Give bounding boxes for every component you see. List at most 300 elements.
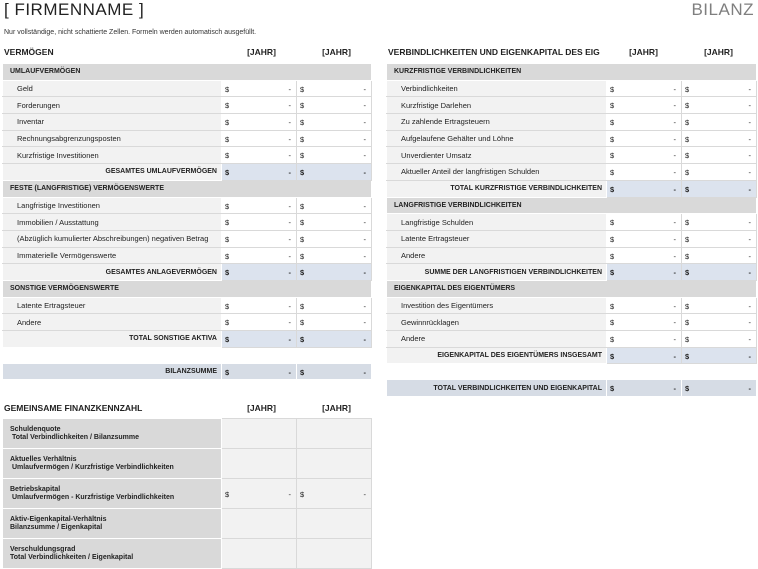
section-title: SONSTIGE VERMÖGENSWERTE [3,280,372,297]
currency-symbol: $ [300,251,305,261]
value-placeholder: - [288,268,291,278]
currency-symbol: $ [610,151,615,161]
currency-symbol: $ [300,218,305,228]
ratio-label [3,509,222,539]
currency-symbol: $ [610,84,615,94]
row-label[interactable]: Langfristige Investitionen [3,197,222,214]
grand-total-row [3,363,372,380]
row-label[interactable]: Zu zahlende Ertragsteuern [387,114,607,131]
value-placeholder: - [363,318,367,328]
value-placeholder: - [363,134,367,144]
value-placeholder: - [673,118,676,128]
value-placeholder: - [363,84,367,94]
currency-symbol: $ [610,168,615,178]
row-label[interactable]: (Abzüglich kumulierter Abschreibungen) negativen Betrag [3,230,222,247]
currency-symbol: $ [225,301,230,311]
grand-total-year1 [222,363,297,380]
value-cell-year1[interactable] [222,247,297,264]
value-placeholder: - [673,84,676,94]
value-placeholder: - [288,490,291,499]
currency-symbol: $ [685,101,690,111]
value-placeholder: - [748,234,751,244]
section-title: FESTE (LANGFRISTIGE) VERMÖGENSWERTE [3,180,372,197]
row-label[interactable]: Kurzfristige Investitionen [3,147,222,164]
ratio-value-year2 [297,419,372,449]
currency-symbol: $ [300,134,305,144]
currency-symbol: $ [225,84,230,94]
value-cell-year2[interactable] [682,130,757,147]
row-label[interactable]: Verbindlichkeiten [387,80,607,97]
value-cell-year1[interactable] [222,114,297,131]
row-label[interactable]: Latente Ertragsteuer [3,297,222,314]
currency-symbol: $ [685,251,690,261]
document-title: BILANZ [691,0,754,19]
currency-symbol: $ [685,218,690,228]
currency-symbol: $ [300,168,305,178]
table-row [3,97,372,114]
ratio-name: Aktiv-Eigenkapital-Verhältnis [10,515,107,523]
ratios-table [2,418,372,569]
currency-symbol: $ [300,490,305,499]
grand-total-year1 [607,380,682,397]
currency-symbol: $ [300,234,305,244]
total-label: TOTAL KURZFRISTIGE VERBINDLICHKEITEN [387,180,607,197]
table-row [387,147,757,164]
value-placeholder: - [288,301,291,311]
row-label[interactable]: Andere [387,331,607,348]
value-placeholder: - [363,301,367,311]
total-row [387,347,757,364]
value-placeholder: - [363,367,367,377]
grand-total-label: TOTAL VERBINDLICHKEITEN UND EIGENKAPITAL [387,380,607,397]
row-label[interactable]: Aktueller Anteil der langfristigen Schulden [387,164,607,181]
currency-symbol: $ [225,268,230,278]
section-header-row [387,280,757,297]
currency-symbol: $ [610,301,615,311]
value-placeholder: - [673,301,676,311]
currency-symbol: $ [610,318,615,328]
row-label[interactable]: Andere [387,247,607,264]
currency-symbol: $ [225,201,230,211]
ratio-row [3,539,372,569]
value-cell-year1[interactable] [222,197,297,214]
value-cell-year1[interactable] [607,147,682,164]
currency-symbol: $ [685,151,690,161]
value-placeholder: - [748,184,751,194]
value-cell-year1[interactable] [222,130,297,147]
value-placeholder: - [363,168,367,178]
ratio-value-year2 [297,449,372,479]
currency-symbol: $ [685,134,690,144]
value-placeholder: - [363,268,367,278]
value-placeholder: - [748,151,751,161]
section-title: UMLAUFVERMÖGEN [3,64,372,81]
value-cell-year1[interactable] [222,214,297,231]
ratio-value-year1 [222,449,297,479]
ratio-name: Schuldenquote [10,425,61,433]
value-cell-year1[interactable] [607,214,682,231]
ratios-title: GEMEINSAME FINANZKENNZAHL [4,403,143,413]
currency-symbol: $ [685,351,690,361]
ratio-row [3,419,372,449]
value-placeholder: - [363,151,367,161]
value-placeholder: - [288,251,291,261]
value-placeholder: - [748,301,751,311]
value-cell-year2[interactable] [682,247,757,264]
value-placeholder: - [288,134,291,144]
value-cell-year1[interactable] [607,331,682,348]
value-cell-year1[interactable] [607,247,682,264]
row-label[interactable]: Aufgelaufene Gehälter und Löhne [387,130,607,147]
row-label[interactable]: Latente Ertragsteuer [387,230,607,247]
table-row [387,114,757,131]
section-header-row [3,280,372,297]
currency-symbol: $ [610,251,615,261]
currency-symbol: $ [300,335,305,344]
value-placeholder: - [363,335,367,344]
value-placeholder: - [673,134,676,144]
table-row [3,80,372,97]
value-cell-year2[interactable] [682,97,757,114]
total-label: TOTAL SONSTIGE AKTIVA [3,331,222,348]
row-label[interactable]: Unverdienter Umsatz [387,147,607,164]
currency-symbol: $ [225,134,230,144]
currency-symbol: $ [225,168,230,178]
value-placeholder: - [748,268,751,278]
table-row [387,214,757,231]
table-row [387,314,757,331]
currency-symbol: $ [225,151,230,161]
table-row [387,331,757,348]
ratio-label [3,419,222,449]
currency-symbol: $ [610,351,615,361]
value-placeholder: - [288,218,291,228]
total-value-year2 [682,180,757,197]
liabilities-year2[interactable]: [JAHR] [704,47,733,57]
table-row [3,214,372,231]
currency-symbol: $ [610,101,615,111]
value-cell-year2[interactable] [297,230,372,247]
total-row [3,264,372,281]
value-cell-year2[interactable] [297,197,372,214]
value-placeholder: - [748,168,751,178]
liabilities-title: VERBINDLICHKEITEN UND EIGENKAPITAL DES EIG [388,47,600,57]
section-title: KURZFRISTIGE VERBINDLICHKEITEN [387,64,757,81]
section-title: LANGFRISTIGE VERBINDLICHKEITEN [387,197,757,214]
ratio-value-year2 [297,479,372,509]
value-placeholder: - [288,168,291,178]
table-row [3,130,372,147]
row-label[interactable]: Immaterielle Vermögenswerte [3,247,222,264]
currency-symbol: $ [610,218,615,228]
table-row [387,80,757,97]
value-cell-year2[interactable] [682,331,757,348]
value-cell-year1[interactable] [222,80,297,97]
value-cell-year1[interactable] [607,230,682,247]
section-header-row [387,197,757,214]
value-cell-year2[interactable] [682,230,757,247]
ratios-year1[interactable]: [JAHR] [247,403,276,413]
ratios-header [4,400,370,416]
currency-symbol: $ [685,301,690,311]
ratio-value-year1 [222,539,297,569]
row-label[interactable]: Inventar [3,114,222,131]
value-placeholder: - [363,490,366,499]
ratios-table-container [2,418,372,569]
grand-total-label: BILANZSUMME [3,363,222,380]
ratio-row [3,509,372,539]
value-placeholder: - [748,335,751,344]
value-cell-year1[interactable] [607,297,682,314]
total-value-year2 [297,164,372,181]
section-header-row [3,64,372,81]
grand-total-year2 [297,363,372,380]
total-row [387,180,757,197]
currency-symbol: $ [300,84,305,94]
company-name[interactable]: [ FIRMENNAME ] [4,0,145,19]
liabilities-header [388,44,756,60]
currency-symbol: $ [225,118,230,128]
value-cell-year2[interactable] [297,114,372,131]
ratio-value-year1 [222,479,297,509]
total-value-year2 [297,331,372,348]
currency-symbol: $ [300,101,305,111]
row-label[interactable]: Investition des Eigentümers [387,297,607,314]
value-placeholder: - [363,201,367,211]
currency-symbol: $ [225,367,230,377]
currency-symbol: $ [685,84,690,94]
value-placeholder: - [673,234,676,244]
value-cell-year1[interactable] [222,97,297,114]
value-placeholder: - [748,351,751,361]
value-cell-year2[interactable] [297,97,372,114]
total-value-year1 [607,264,682,281]
value-placeholder: - [673,218,676,228]
value-cell-year2[interactable] [297,80,372,97]
currency-symbol: $ [300,367,305,377]
value-cell-year1[interactable] [607,314,682,331]
ratio-name: Verschuldungsgrad [10,545,76,553]
value-placeholder: - [288,234,291,244]
value-placeholder: - [748,384,751,394]
value-cell-year1[interactable] [607,114,682,131]
value-placeholder: - [748,84,751,94]
table-row [3,247,372,264]
ratio-formula: Umlaufvermögen - Kurzfristige Verbindlichkeiten [10,493,175,501]
ratio-formula: Total Verbindlichkeiten / Eigenkapital [10,553,134,561]
value-cell-year2[interactable] [297,130,372,147]
currency-symbol: $ [610,134,615,144]
table-row [3,197,372,214]
currency-symbol: $ [610,335,615,344]
value-placeholder: - [748,318,751,328]
total-row [3,331,372,348]
value-cell-year1[interactable] [222,314,297,331]
value-cell-year2[interactable] [682,80,757,97]
total-label: EIGENKAPITAL DES EIGENTÜMERS INSGESAMT [387,347,607,364]
value-cell-year2[interactable] [297,214,372,231]
value-placeholder: - [673,335,676,344]
currency-symbol: $ [685,234,690,244]
currency-symbol: $ [610,234,615,244]
value-placeholder: - [288,367,291,377]
value-cell-year1[interactable] [607,80,682,97]
table-row [3,297,372,314]
value-cell-year2[interactable] [682,314,757,331]
value-placeholder: - [363,234,367,244]
currency-symbol: $ [300,201,305,211]
assets-table-container [2,63,372,380]
grand-total-year2 [682,380,757,397]
grand-total-row [387,380,757,397]
ratio-name: Aktuelles Verhältnis [10,455,77,463]
row-label[interactable]: Gewinnrücklagen [387,314,607,331]
value-placeholder: - [748,251,751,261]
value-placeholder: - [673,151,676,161]
value-placeholder: - [363,251,367,261]
total-value-year2 [682,264,757,281]
liabilities-table [386,63,757,397]
value-placeholder: - [673,318,676,328]
value-placeholder: - [288,201,291,211]
total-label: GESAMTES ANLAGEVERMÖGEN [3,264,222,281]
ratio-value-year2 [297,509,372,539]
table-row [3,314,372,331]
liabilities-year1[interactable]: [JAHR] [629,47,658,57]
section-header-row [387,64,757,81]
assets-year2[interactable]: [JAHR] [322,47,351,57]
value-cell-year2[interactable] [682,297,757,314]
value-cell-year2[interactable] [297,314,372,331]
assets-year1[interactable]: [JAHR] [247,47,276,57]
value-placeholder: - [673,184,676,194]
row-label[interactable]: Kurzfristige Darlehen [387,97,607,114]
ratio-row [3,449,372,479]
row-label[interactable]: Forderungen [3,97,222,114]
total-value-year2 [682,347,757,364]
value-placeholder: - [288,118,291,128]
section-title: EIGENKAPITAL DES EIGENTÜMERS [387,280,757,297]
currency-symbol: $ [685,335,690,344]
value-cell-year2[interactable] [297,247,372,264]
value-placeholder: - [673,168,676,178]
value-placeholder: - [748,101,751,111]
currency-symbol: $ [300,118,305,128]
value-placeholder: - [673,251,676,261]
currency-symbol: $ [685,318,690,328]
currency-symbol: $ [225,251,230,261]
section-header-row [3,180,372,197]
currency-symbol: $ [685,118,690,128]
value-placeholder: - [673,268,676,278]
ratio-value-year2 [297,539,372,569]
row-label[interactable]: Andere [3,314,222,331]
table-row [387,97,757,114]
currency-symbol: $ [685,268,690,278]
ratio-label [3,449,222,479]
ratio-formula: Total Verbindlichkeiten / Bilanzsumme [10,433,140,441]
table-row [3,147,372,164]
table-row [387,130,757,147]
currency-symbol: $ [225,218,230,228]
value-cell-year2[interactable] [297,147,372,164]
value-cell-year1[interactable] [222,230,297,247]
row-label[interactable]: Langfristige Schulden [387,214,607,231]
assets-table [2,63,372,380]
value-placeholder: - [363,218,367,228]
instructions-note: Nur vollständige, nicht schattierte Zellen. Formeln werden automatisch ausgefüllt. [4,29,257,36]
table-row [3,114,372,131]
currency-symbol: $ [610,184,615,194]
table-row [387,297,757,314]
value-cell-year2[interactable] [682,114,757,131]
row-label[interactable]: Immobilien / Ausstattung [3,214,222,231]
row-label[interactable]: Rechnungsabgrenzungsposten [3,130,222,147]
total-value-year2 [297,264,372,281]
value-placeholder: - [748,134,751,144]
currency-symbol: $ [610,268,615,278]
assets-header [4,44,370,60]
value-placeholder: - [363,101,367,111]
value-cell-year1[interactable] [607,164,682,181]
currency-symbol: $ [300,268,305,278]
currency-symbol: $ [300,151,305,161]
total-value-year1 [222,264,297,281]
value-cell-year1[interactable] [222,297,297,314]
currency-symbol: $ [225,318,230,328]
ratio-label [3,479,222,509]
currency-symbol: $ [225,335,230,344]
currency-symbol: $ [685,184,690,194]
value-cell-year1[interactable] [607,130,682,147]
value-placeholder: - [748,118,751,128]
currency-symbol: $ [300,301,305,311]
value-placeholder: - [673,384,676,394]
total-value-year1 [222,164,297,181]
table-row [3,230,372,247]
ratio-name: Betriebskapital [10,485,61,493]
value-cell-year2[interactable] [682,164,757,181]
total-label: SUMME DER LANGFRISTIGEN VERBINDLICHKEITEN [387,264,607,281]
currency-symbol: $ [610,118,615,128]
value-cell-year1[interactable] [222,147,297,164]
table-row [387,230,757,247]
ratio-formula: Umlaufvermögen / Kurzfristige Verbindlichkeiten [10,463,174,471]
ratio-row [3,479,372,509]
value-placeholder: - [673,101,676,111]
value-cell-year2[interactable] [682,147,757,164]
total-value-year1 [222,331,297,348]
currency-symbol: $ [225,101,230,111]
table-row [387,164,757,181]
total-value-year1 [607,180,682,197]
value-placeholder: - [288,318,291,328]
ratios-year2[interactable]: [JAHR] [322,403,351,413]
ratio-value-year1 [222,419,297,449]
value-placeholder: - [363,118,367,128]
value-cell-year2[interactable] [682,214,757,231]
currency-symbol: $ [225,234,230,244]
total-row [387,264,757,281]
value-cell-year1[interactable] [607,97,682,114]
value-cell-year2[interactable] [297,297,372,314]
total-row [3,164,372,181]
row-label[interactable]: Geld [3,80,222,97]
liabilities-table-container [386,63,757,397]
value-placeholder: - [748,218,751,228]
ratio-label [3,539,222,569]
table-row [387,247,757,264]
